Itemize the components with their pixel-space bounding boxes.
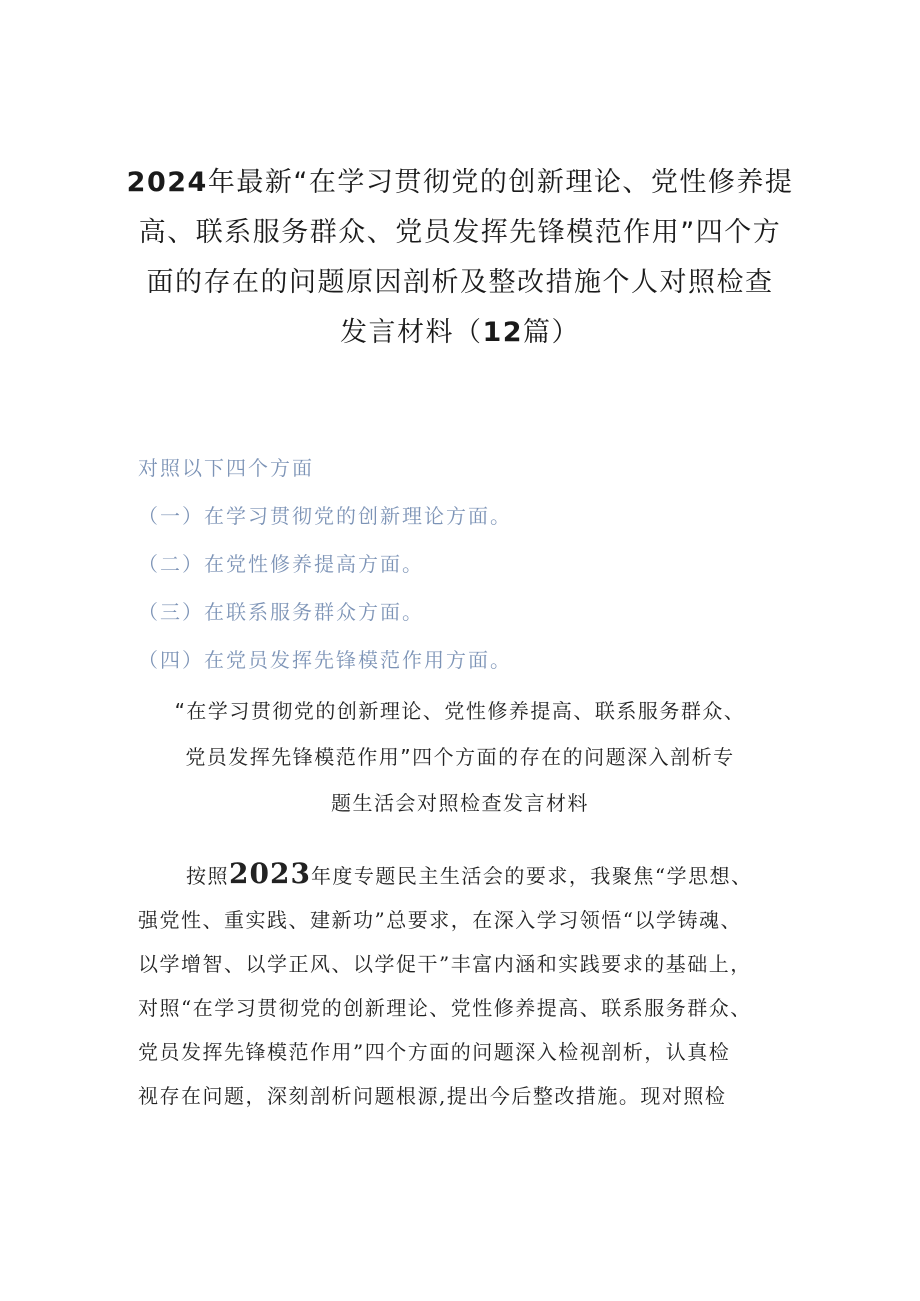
aspect-item: （二）在党性修养提高方面。 xyxy=(138,552,424,576)
title-line-1 xyxy=(120,158,800,208)
title-line-3: 面的存在的问题原因剖析及整改措施个人对照检查 xyxy=(146,267,774,298)
title-line-4 xyxy=(120,308,800,358)
body-paragraph xyxy=(138,852,798,1118)
aspect-item: （四）在党员发挥先锋模范作用方面。 xyxy=(138,648,512,672)
section-subheading xyxy=(120,688,800,826)
body-line-1-prefix: 按照 xyxy=(186,864,229,888)
subheading-line-2: 党员发挥先锋模范作用”四个方面的存在的问题深入剖析专 xyxy=(185,745,735,769)
body-line: 对照“在学习贯彻党的创新理论、党性修养提高、联系服务群众、 xyxy=(138,996,752,1020)
body-line: 强党性、重实践、建新功”总要求，在深入学习领悟“以学铸魂、 xyxy=(138,908,742,932)
title-line-1-text: 年最新“在学习贯彻党的创新理论、党性修养提 xyxy=(207,167,794,198)
body-line-1-rest: 年度专题民主生活会的要求，我聚焦“学思想、 xyxy=(310,864,753,888)
title-line-4-suffix: 篇） xyxy=(523,317,581,348)
title-year: 2024 xyxy=(126,167,208,198)
body-line: 视存在问题，深刻剖析问题根源,提出今后整改措施。现对照检 xyxy=(138,1084,727,1108)
body-line: 以学增智、以学正风、以学促干”丰富内涵和实践要求的基础上， xyxy=(138,952,752,976)
title-line-4-prefix: 发言材料（ xyxy=(339,317,483,348)
document-title xyxy=(120,158,800,358)
aspects-intro: 对照以下四个方面 xyxy=(138,456,314,480)
title-count: 12 xyxy=(482,317,524,348)
subheading-line-3: 题生活会对照检查发言材料 xyxy=(331,791,589,815)
title-line-2: 高、联系服务群众、党员发挥先锋模范作用”四个方 xyxy=(138,217,782,248)
aspects-list xyxy=(138,452,838,692)
body-line-1 xyxy=(138,852,798,898)
aspect-item: （一）在学习贯彻党的创新理论方面。 xyxy=(138,504,512,528)
body-line: 党员发挥先锋模范作用”四个方面的问题深入检视剖析，认真检 xyxy=(138,1040,731,1064)
subheading-line-1: “在学习贯彻党的创新理论、党性修养提高、联系服务群众、 xyxy=(174,699,746,723)
aspect-item: （三）在联系服务群众方面。 xyxy=(138,600,424,624)
body-year: 2023 xyxy=(229,857,311,890)
